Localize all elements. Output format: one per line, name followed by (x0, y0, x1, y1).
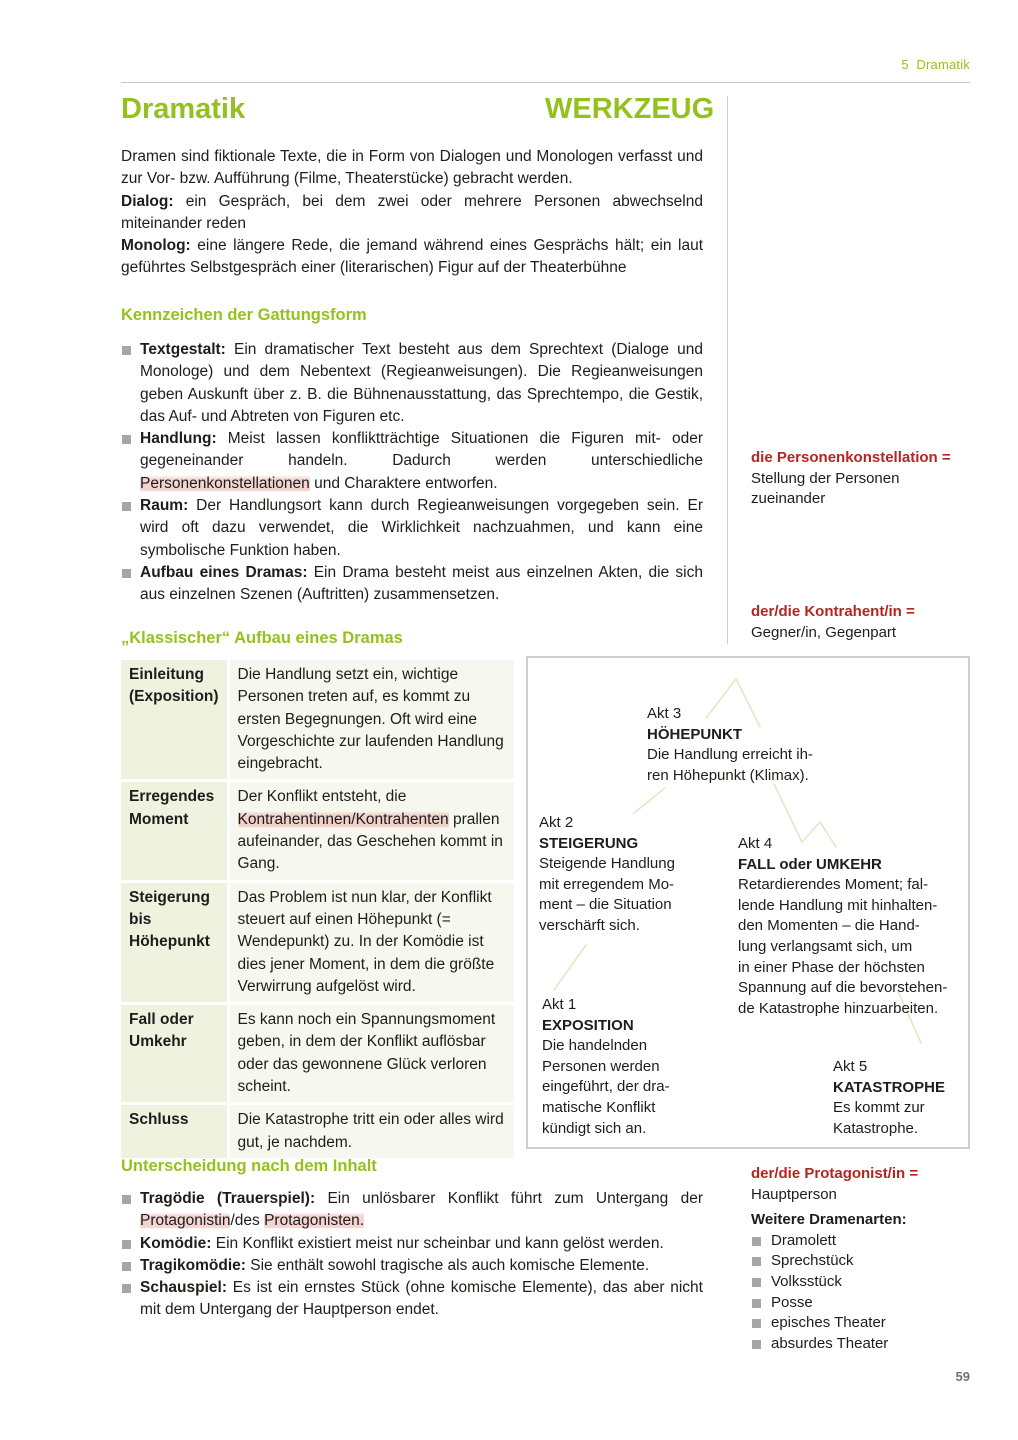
act-name: EXPOSITION (542, 1016, 634, 1034)
glossary-term: die Personenkonstellation = (751, 449, 951, 466)
definition-dialog (121, 191, 703, 236)
act-line: kündigt sich an. (542, 1119, 647, 1137)
phase-description: Das Problem ist nun klar, der Konflikt steuert auf einen Höhepunkt (= Wendepunkt) zu. In der Komödie ist dies jener Moment, in dem die größte Verwirrung aufgelöst wird. (228, 881, 514, 1003)
list-item (121, 1188, 703, 1233)
intro-block (121, 146, 703, 280)
inhalt-section (121, 1155, 703, 1322)
highlighted-term: Kontrahentinnen/Kontrahenten (237, 810, 449, 828)
page-title: Dramatik (121, 93, 246, 125)
phase-name: Erregendes Moment (121, 781, 228, 881)
item-term: Komödie: (140, 1234, 212, 1252)
glossary-term: der/die Protagonist/in = (751, 1165, 919, 1182)
act-name: KATASTROPHE (833, 1078, 945, 1096)
act-2 (539, 813, 675, 937)
act-line: matische Konflikt (542, 1098, 656, 1116)
glossary-definition: Stellung der Personen zueinander (751, 469, 900, 508)
item-text: Meist lassen konfliktträchtige Situationen die Figuren mit- oder gegeneinander handeln. Dadurch werden unterschiedliche (140, 430, 703, 470)
freytag-pyramid-diagram (526, 656, 970, 1149)
table-row (121, 1104, 514, 1160)
weitere-list (751, 1231, 966, 1355)
list-item: Dramolett (751, 1231, 966, 1252)
act-number: Akt 1 (542, 996, 577, 1013)
column-divider (727, 96, 728, 644)
list-item (121, 339, 703, 428)
act-line: lende Handlung mit hinhalten- (738, 896, 938, 914)
segment-rise-act2-act3 (634, 788, 665, 813)
chapter-number: 5 (901, 57, 909, 72)
header-rule (121, 82, 970, 83)
highlighted-term: Protagonisten. (264, 1212, 365, 1230)
act-name: STEIGERUNG (539, 834, 639, 852)
highlighted-term: Protagonistin (140, 1212, 231, 1230)
act-line: de Katastrophe hinzuarbeiten. (738, 999, 939, 1017)
act-line: lung verlangsamt sich, um (738, 937, 913, 955)
section-heading: „Klassischer“ Aufbau eines Dramas (121, 629, 403, 647)
item-text: Sie enthält sowohl tragische als auch komische Elemente. (245, 1256, 650, 1274)
item-text: und Charaktere entworfen. (309, 474, 498, 492)
list-item (121, 562, 703, 607)
item-term: Aufbau eines Dramas: (140, 563, 308, 581)
section-heading: Unterscheidung nach dem Inhalt (121, 1157, 377, 1175)
list-item (121, 495, 703, 562)
aufbau-section (121, 627, 703, 649)
act-line: Es kommt zur (833, 1099, 925, 1117)
act-line: ment – die Situation (539, 896, 672, 914)
act-line: verschärft sich. (539, 916, 640, 934)
act-number: Akt 5 (833, 1058, 868, 1075)
list-item (121, 1233, 703, 1255)
item-term: Tragödie (Trauerspiel): (140, 1190, 316, 1207)
act-line: Personen werden (542, 1057, 660, 1075)
item-term: Tragikomödie: (140, 1256, 246, 1274)
chapter-title: Dramatik (916, 57, 970, 72)
list-item: absurdes Theater (751, 1334, 966, 1355)
running-head (901, 54, 970, 76)
phase-name: Einleitung (Exposition) (121, 660, 228, 781)
act-line: eingeführt, der dra- (542, 1078, 670, 1096)
weitere-heading: Weitere Dramenarten: (751, 1211, 907, 1229)
item-term: Textgestalt: (140, 341, 226, 358)
phase-name: Steigerung bis Höhepunkt (121, 881, 228, 1003)
inhalt-list (121, 1188, 703, 1322)
item-term: Raum: (140, 497, 189, 515)
list-item: episches Theater (751, 1313, 966, 1334)
list-item (121, 428, 703, 495)
item-text: Ein Drama besteht meist aus einzelnen Akten, die sich aus einzelnen Szenen (Auftritten) zusammensetzen. (140, 563, 703, 604)
segment-rise-act1-act2 (554, 945, 586, 990)
act-line: in einer Phase der höchsten (738, 958, 925, 976)
glossary-term: der/die Kontrahent/in = (751, 603, 915, 620)
definition-term: Dialog: (121, 192, 174, 210)
item-text: Ein Konflikt existiert meist nur scheinbar und kann gelöst werden. (211, 1234, 664, 1252)
drama-structure-table (121, 660, 514, 1161)
item-text: Der Handlungsort kann durch Regieanweisungen vorgegeben sein. Er wird oft dazu verwendet, die Wirklichkeit nachzuahmen, und kann eine symbolische Funktion haben. (140, 497, 703, 559)
description-text: prallen aufeinander, das Geschehen kommt in Gang. (237, 810, 503, 873)
glossary-definition: Hauptperson (751, 1185, 837, 1203)
act-1 (542, 995, 670, 1139)
act-line: ren Höhepunkt (Klimax). (647, 766, 809, 784)
act-number: Akt 4 (738, 835, 773, 852)
item-text: /des (230, 1212, 265, 1230)
table-row (121, 660, 514, 781)
act-line: mit erregendem Mo- (539, 875, 675, 893)
item-text: Ein unlösbarer Konflikt führt zum Untergang der (315, 1190, 703, 1207)
table-row (121, 1004, 514, 1104)
definition-term: Monolog: (121, 237, 191, 255)
phase-description: Es kann noch ein Spannungsmoment geben, in dem der Konflikt auflösbar oder das gewonnene Glück verloren scheint. (228, 1004, 514, 1104)
glossary-definition: Gegner/in, Gegenpart (751, 623, 897, 641)
phase-description: Die Katastrophe tritt ein oder alles wird gut, je nachdem. (228, 1104, 514, 1160)
section-label: WERKZEUG (545, 93, 715, 125)
act-name: HÖHEPUNKT (647, 725, 743, 743)
phase-description (228, 781, 514, 881)
act-4 (738, 834, 947, 1019)
list-item: Volksstück (751, 1272, 966, 1293)
act-line: Katastrophe. (833, 1119, 919, 1137)
description-text: Der Konflikt entsteht, die (237, 788, 407, 806)
act-line: Steigende Handlung (539, 855, 675, 873)
list-item: Posse (751, 1293, 966, 1314)
section-heading: Kennzeichen der Gattungsform (121, 306, 367, 324)
kennzeichen-section (121, 304, 703, 607)
phase-description: Die Handlung setzt ein, wichtige Personen treten auf, es kommt zu ersten Begegnungen. Oft wird eine Vorgeschichte zur laufenden Handlung eingebracht. (228, 660, 514, 781)
item-text: Es ist ein ernstes Stück (ohne komische Elemente), das aber nicht mit dem Untergang der Hauptperson endet. (140, 1279, 703, 1319)
definition-text: ein Gespräch, bei dem zwei oder mehrere Personen abwechselnd miteinander reden (121, 192, 703, 232)
list-item (121, 1277, 703, 1322)
act-5 (833, 1057, 945, 1139)
item-text: Ein dramatischer Text besteht aus dem Sprechtext (Dialoge und Monologe) und dem Nebentext (Regieanweisungen). Die Regieanweisungen geben Auskunft über z. B. die Bühnenausstattung, das Sprechtempo, die Gestik, das Auf- und Abtreten von Figuren etc. (140, 341, 703, 425)
list-item: Sprechstück (751, 1251, 966, 1272)
margin-note-kontrahent (751, 602, 966, 643)
kennzeichen-list (121, 339, 703, 607)
list-item (121, 1255, 703, 1277)
highlighted-term: Personenkonstellationen (140, 474, 310, 492)
act-line: Retardierendes Moment; fal- (738, 876, 929, 894)
margin-note-protagonist (751, 1164, 966, 1354)
definition-monolog (121, 235, 703, 280)
act-number: Akt 2 (539, 814, 574, 831)
act-3 (647, 704, 813, 786)
act-name: FALL oder UMKEHR (738, 855, 882, 873)
phase-name: Schluss (121, 1104, 228, 1160)
table-row (121, 881, 514, 1003)
item-term: Schauspiel: (140, 1279, 227, 1297)
act-line: Spannung auf die bevorstehen- (738, 979, 948, 997)
phase-name: Fall oder Umkehr (121, 1004, 228, 1104)
act-line: den Momenten – die Hand- (738, 917, 920, 935)
act-line: Die Handlung erreicht ih- (647, 746, 813, 764)
table-row (121, 781, 514, 881)
page-number: 59 (955, 1369, 970, 1384)
act-line: Die handelnden (542, 1037, 648, 1055)
item-term: Handlung: (140, 430, 217, 448)
intro-text: Dramen sind fiktionale Texte, die in Form von Dialogen und Monologen verfasst und zur Vor- bzw. Aufführung (Filme, Theaterstücke) gebracht werden. (121, 148, 703, 188)
margin-note-personenkonstellation (751, 448, 966, 510)
act-number: Akt 3 (647, 705, 682, 722)
definition-text: eine längere Rede, die jemand während eines Gesprächs hält; ein laut geführtes Selbstgespräch einer (literarischen) Figur auf der Theaterbühne (121, 237, 703, 277)
